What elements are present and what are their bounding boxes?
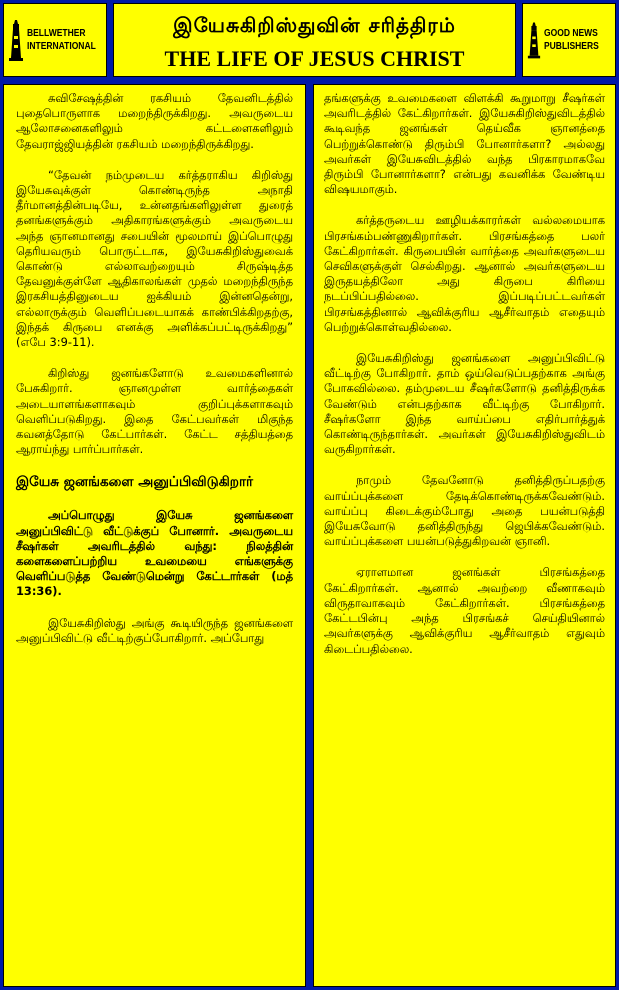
title-english: THE LIFE OF JESUS CHRIST [164, 46, 465, 71]
right-logo-line2: PUBLISHERS [544, 41, 599, 52]
publisher-logo-right [522, 3, 616, 77]
bold-scripture-paragraph: அப்பொழுது இயேசு ஜனங்களை அனுப்பிவிட்டு வீட்டுக்குப் போனார். அவருடைய சீஷர்கள் அவரிடத்தில் வந்து: நிலத்தின் களைகளைப்பற்றிய உவமையை எங்களுக்கு வெளிப்படுத்த வேண்டுமென்று கேட்டார்கள் (மத் 13:36). [16, 508, 293, 599]
paragraph: நாமும் தேவனோடு தனித்திருப்பதற்கு வாய்ப்புக்களை தேடிக்கொண்டிருக்கவேண்டும். வாய்ப்பு கிடைக்கும்போது அதை பயன்படுத்தி இயேசுவோடு தனித்திருந்து ஜெபிக்கவேண்டும். வாய்ப்புக்களை பயன்படுத்துகிறவன் ஞானி. [324, 473, 605, 549]
scripture-quote-paragraph [16, 168, 293, 350]
publisher-logo-left [3, 3, 107, 77]
left-logo-line2: INTERNATIONAL [27, 41, 96, 52]
section-heading: இயேசு ஜனங்களை அனுப்பிவிடுகிறார் [16, 474, 254, 491]
paragraph: தங்களுக்கு உவமைகளை விளக்கி கூறுமாறு சீஷர்கள் அவரிடத்தில் கேட்கிறார்கள். இயேசுகிறிஸ்துவிடத்தில் கூடிவந்த ஜனங்கள் தெய்வீக ஞானத்தை பெற்றுக்கொண்டு திரும்பி போனார்களா? அல்லது அவர்கள் இயேசுவிடத்தில் வந்த பிரகாரமாகவே திரும்பி போனார்களா? என்பது கவனிக்க வேண்டிய விஷயமாகும். [324, 91, 605, 197]
paragraph: இயேசுகிறிஸ்து அங்கு கூடியிருந்த ஜனங்களை அனுப்பிவிட்டு வீட்டிற்குப்போகிறார். அப்போது [16, 615, 293, 645]
left-logo-line1: BELLWETHER [27, 28, 86, 39]
paragraph: ஏராளமான ஜனங்கள் பிரசங்கத்தை கேட்கிறார்கள். ஆனால் அவற்றை வீணாகவும் விருதாவாகவும் கேட்கிறார்கள். பிரசங்கத்தை கேட்டபின்பு அந்த பிரசங்கச் செய்தியினால் அவர்களுக்கு ஆவிக்குரிய ஆசீர்வாதம் எதுவும் கிடைப்பதில்லை. [324, 565, 605, 656]
lighthouse-icon [527, 18, 541, 62]
scripture-quote: “தேவன் நம்முடைய கர்த்தராகிய கிறிஸ்து இயேசுவுக்குள் கொண்டிருந்த அநாதி தீர்மானத்தின்படியே, உன்னதங்களிலுள்ள துரைத் தனங்களுக்கும் அதிகாரங்களுக்கும் அவருடைய அந்த ஞானமானது சபையின் மூலமாய் இப்பொழுது தெரியவரும் பொருட்டாக, இயேசுகிறிஸ்துவைக் கொண்டு எல்லாவற்றையும் சிருஷ்டித்த தேவனுக்குள்ளே ஆதிகாலங்கள் முதல் மறைந்திருந்த இரகசியத்தினுடைய ஐக்கியம் இன்னதென்று, எல்லாருக்கும் வெளிப்படையாகக் காண்பிக்கிறதற்கு, இந்தக் கிருபை எனக்கு அளிக்கப்பட்டிருக்கிறது” [16, 167, 293, 334]
lighthouse-icon [8, 18, 24, 62]
paragraph: கிறிஸ்து ஜனங்களோடு உவமைகளினால் பேசுகிறார். ஞானமுள்ள வார்த்தைகள் அடையாளங்களாகவும் குறிப்புக்களாகவும் வெளிப்படுகிறது. இதை கேட்பவர்கள் மிகுந்த கவனத்தோடு கேட்பார்கள். கேட்ட சத்தியத்தை ஆராய்ந்து பார்ப்பார்கள். [16, 366, 293, 457]
paragraph: கர்த்தருடைய ஊழியக்காரர்கள் வல்லமையாக பிரசங்கம்பண்ணுகிறார்கள். பிரசங்கத்தை பலர் கேட்கிறார்கள். கிருபையின் வார்த்தை அவர்களுடைய செவிகளுக்குள் செல்கிறது. ஆனால் அவர்களுடைய இருதயத்திலோ அது கிருபை கிரியை நடப்பிப்பதில்லை. இப்படிப்பட்டவர்கள் பிரசங்கத்தினால் ஆவிக்குரிய ஆசீர்வாதம் எதையும் பெற்றுக்கொள்வதில்லை. [324, 213, 605, 334]
right-logo-line1: GOOD NEWS [544, 28, 598, 39]
paragraph: இயேசுகிறிஸ்து ஜனங்களை அனுப்பிவிட்டு வீட்டிற்கு போகிறார். தாம் ஒய்வெடுப்பதற்காக அங்கு போகவில்லை. தம்முடைய சீஷர்களோடு தனித்திருக்க வேண்டும் என்பதற்காக வீட்டிற்கு போகிறார். சீஷர்களோ இந்த வாய்ப்பை எதிர்பார்த்துக் கொண்டிருந்தார்கள். அவர்கள் இயேசுகிறிஸ்துவிடம் வருகிறார்கள். [324, 351, 605, 457]
page-title-banner [113, 3, 516, 77]
right-text-column [313, 84, 616, 987]
title-tamil: இயேசுகிறிஸ்துவின் சரித்திரம் [173, 13, 456, 37]
left-text-column [3, 84, 306, 987]
paragraph: சுவிசேஷத்தின் ரகசியம் தேவனிடத்தில் புதைபொருளாக மறைந்திருக்கிறது. அவருடைய ஆலோசனைகளிலும் கட்டளைகளிலும் தேவராஜ்ஜியத்தின் ரகசியம் மறைந்திருக்கிறது. [16, 91, 293, 151]
scripture-reference: (எபே 3:9-11). [16, 335, 95, 350]
